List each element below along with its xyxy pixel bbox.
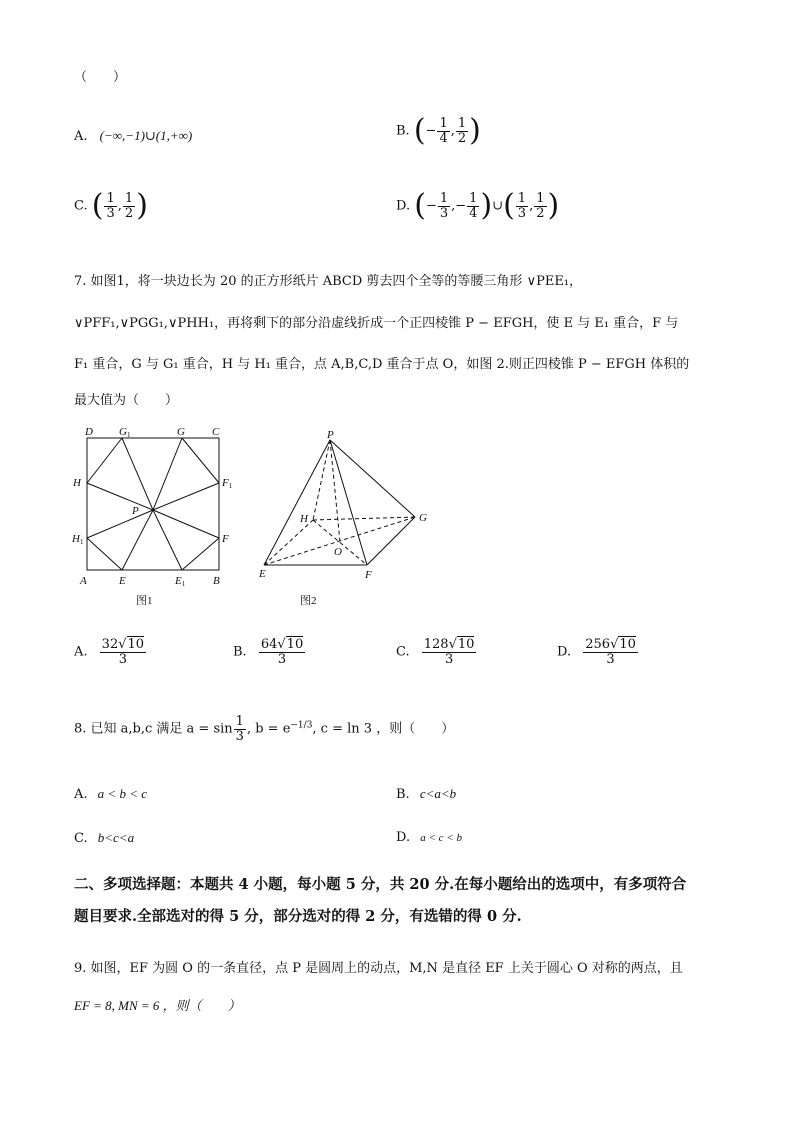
q7-line-3: F₁ 重合，G 与 G₁ 重合，H 与 H₁ 重合，点 A,B,C,D 重合于点 O，如图 2.则正四棱锥 P − EFGH 体积的: [74, 357, 690, 372]
fig1-label-e: E: [119, 575, 126, 587]
fig1-label-f1: F1: [222, 477, 233, 490]
option-label: C.: [74, 198, 88, 214]
q6-option-b: B. (− $\frac{1}{4}$ , $\frac{1}{2}$ ): [396, 113, 481, 148]
q7-option-d: D. $\frac{256√10}{3}$: [557, 637, 636, 667]
q9-line-2: EF = 8, MN = 6 ，则（ ）: [74, 998, 241, 1013]
q6-option-c: C. ( $\frac{1}{3}$ , $\frac{1}{2}$ ): [74, 188, 148, 223]
q8-option-b: B. c<a<b: [396, 786, 457, 802]
q8-option-c: C. b<c<a: [74, 830, 135, 846]
fig2-label-h: H: [300, 513, 308, 525]
q8-stem: 8. 已知 a,b,c 满足 a = sin $\frac{1}{3}$ , $b = e^{-1/3}$, c = ln 3 ，则（ ）: [74, 714, 455, 744]
q7-line-1: 7. 如图1，将一块边长为 20 的正方形纸片 ABCD 剪去四个全等的等腰三角形 ∨PEE₁，: [74, 274, 583, 289]
figure-2: [252, 430, 437, 610]
fig2-label-f: F: [365, 569, 372, 581]
option-label: A.: [74, 644, 88, 660]
option-label: B.: [233, 644, 247, 660]
option-label: D.: [396, 198, 411, 214]
fig1-label-d: D: [85, 426, 93, 438]
q7-option-c: C. $\frac{128√10}{3}$: [396, 637, 475, 667]
option-label: C.: [396, 644, 410, 660]
q7-option-b: B. $\frac{64√10}{3}$: [233, 637, 304, 667]
q6-option-a: [74, 128, 192, 144]
q7-line-4: 最大值为（ ）: [74, 393, 179, 408]
fig1-label-a: A: [80, 575, 87, 587]
option-label: D.: [557, 644, 572, 660]
fig2-caption: 图2: [300, 595, 317, 607]
q7-option-a: A. $\frac{32√10}{3}$: [74, 637, 145, 667]
fig2-label-e: E: [259, 568, 266, 580]
fig2-label-p: P: [327, 430, 334, 441]
section-2-heading-line-2: 题目要求.全部选对的得 5 分，部分选对的得 2 分，有选错的得 0 分.: [74, 908, 522, 925]
fig1-label-e1: E1: [175, 575, 186, 588]
q8-option-d: D. a < c < b: [396, 830, 462, 845]
option-label: A.: [74, 129, 88, 144]
fig1-label-p: P: [132, 505, 139, 517]
figure-1: [70, 426, 240, 614]
q9-line-1: 9. 如图，EF 为圆 O 的一条直径，点 P 是圆周上的动点，M,N 是直径 EF 上关于圆心 O 对称的两点，且: [74, 961, 683, 976]
fig1-label-h1: H1: [72, 533, 84, 546]
answer-paren: （ ）: [74, 70, 127, 85]
fig1-label-c: C: [212, 426, 220, 438]
option-text: (−∞,−1)∪(1,+∞): [99, 128, 193, 143]
fig1-label-g1: G1: [119, 426, 131, 439]
fig1-caption: 图1: [136, 595, 153, 607]
q6-option-d: D. (− $\frac{1}{3}$ ,− $\frac{1}{4}$ )∪( $\frac{1}{3}$ , $\frac{1}{2}$ ): [396, 188, 560, 223]
option-label: B.: [396, 123, 410, 139]
fig2-label-g: G: [419, 512, 427, 524]
fig1-label-f: F: [222, 533, 229, 545]
fig1-label-h: H: [73, 477, 81, 489]
section-2-heading-line-1: 二、多项选择题：本题共 4 小题，每小题 5 分，共 20 分.在每小题给出的选项中，有多项符合: [74, 876, 687, 893]
fig2-label-o: O: [334, 546, 342, 558]
fig1-label-b: B: [213, 575, 220, 587]
q7-line-2: ∨PFF₁,∨PGG₁,∨PHH₁，再将剩下的部分沿虚线折成一个正四棱锥 P − EFGH，使 E 与 E₁ 重合，F 与: [74, 316, 679, 331]
q8-option-a: A. a < b < c: [74, 786, 147, 802]
fig1-label-g: G: [177, 426, 185, 438]
